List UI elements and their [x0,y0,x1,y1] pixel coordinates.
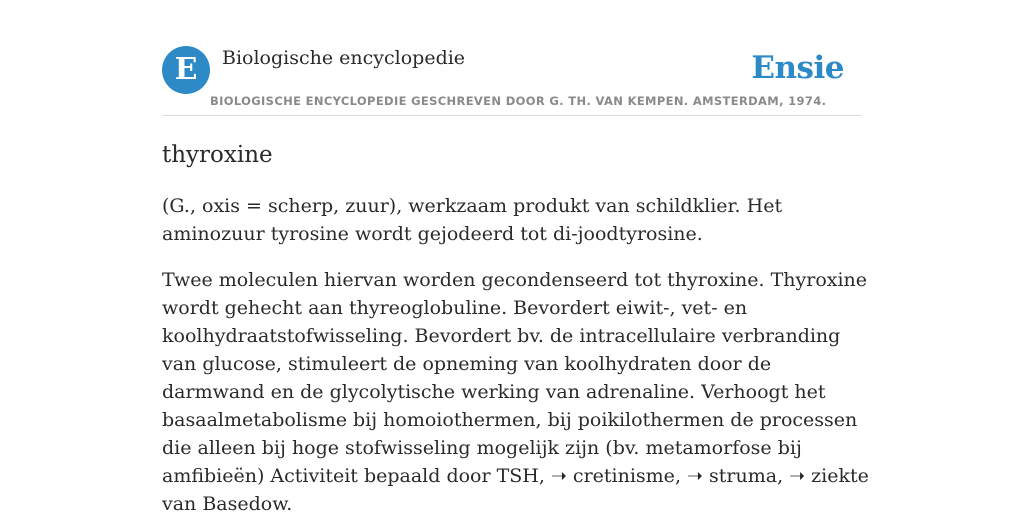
encyclopedia-subtitle: BIOLOGISCHE ENCYCLOPEDIE GESCHREVEN DOOR G. TH. VAN KEMPEN. AMSTERDAM, 1974. [210,94,827,108]
header [162,46,862,116]
link-cretinisme[interactable]: cretinisme [572,465,675,487]
site-title[interactable]: Biologische encyclopedie [222,47,466,69]
link-terminator: . [286,493,293,512]
arrow-icon: ➝ [687,465,703,487]
link-ziekte-van-basedow[interactable]: ziekte van Basedow [162,465,869,512]
arrow-icon: ➝ [550,465,567,487]
site-logo[interactable] [162,46,210,94]
entry-content [162,140,872,512]
entry-paragraph-1: (G., oxis = scherp, zuur), werkzaam produkt van schildklier. Het aminozuur tyrosine wordt gejodeerd tot di-joodtyrosine. [162,195,783,245]
link-separator: , [674,465,688,487]
entry-title: thyroxine [162,142,273,168]
link-separator: , [777,465,790,487]
arrow-icon: ➝ [789,465,806,487]
link-struma[interactable]: struma [709,465,778,487]
paragraph-2-text: Twee moleculen hiervan worden gecondenseerd tot thyroxine. Thyroxine wordt gehecht aan thyreoglobuline. Bevordert eiwit-, vet- en koolhydraatstofwisseling. Bevordert bv. de intracellulaire verbranding van glucose, stimuleert de opneming van koolhydraten door de darmwand en de glycolytische werking van adrenaline. Verhoogt het basaalmetabolisme bij homoiothermen, bij poikilothermen de processen die alleen bij hoge stofwisseling mogelijk zijn (bv. metamorfose bij amfibieën) Activiteit bepaald door TSH, [162,269,868,487]
logo-letter: E [174,52,198,87]
brand-logo[interactable]: Ensie [751,50,844,86]
entry-paragraph-2 [162,266,872,512]
